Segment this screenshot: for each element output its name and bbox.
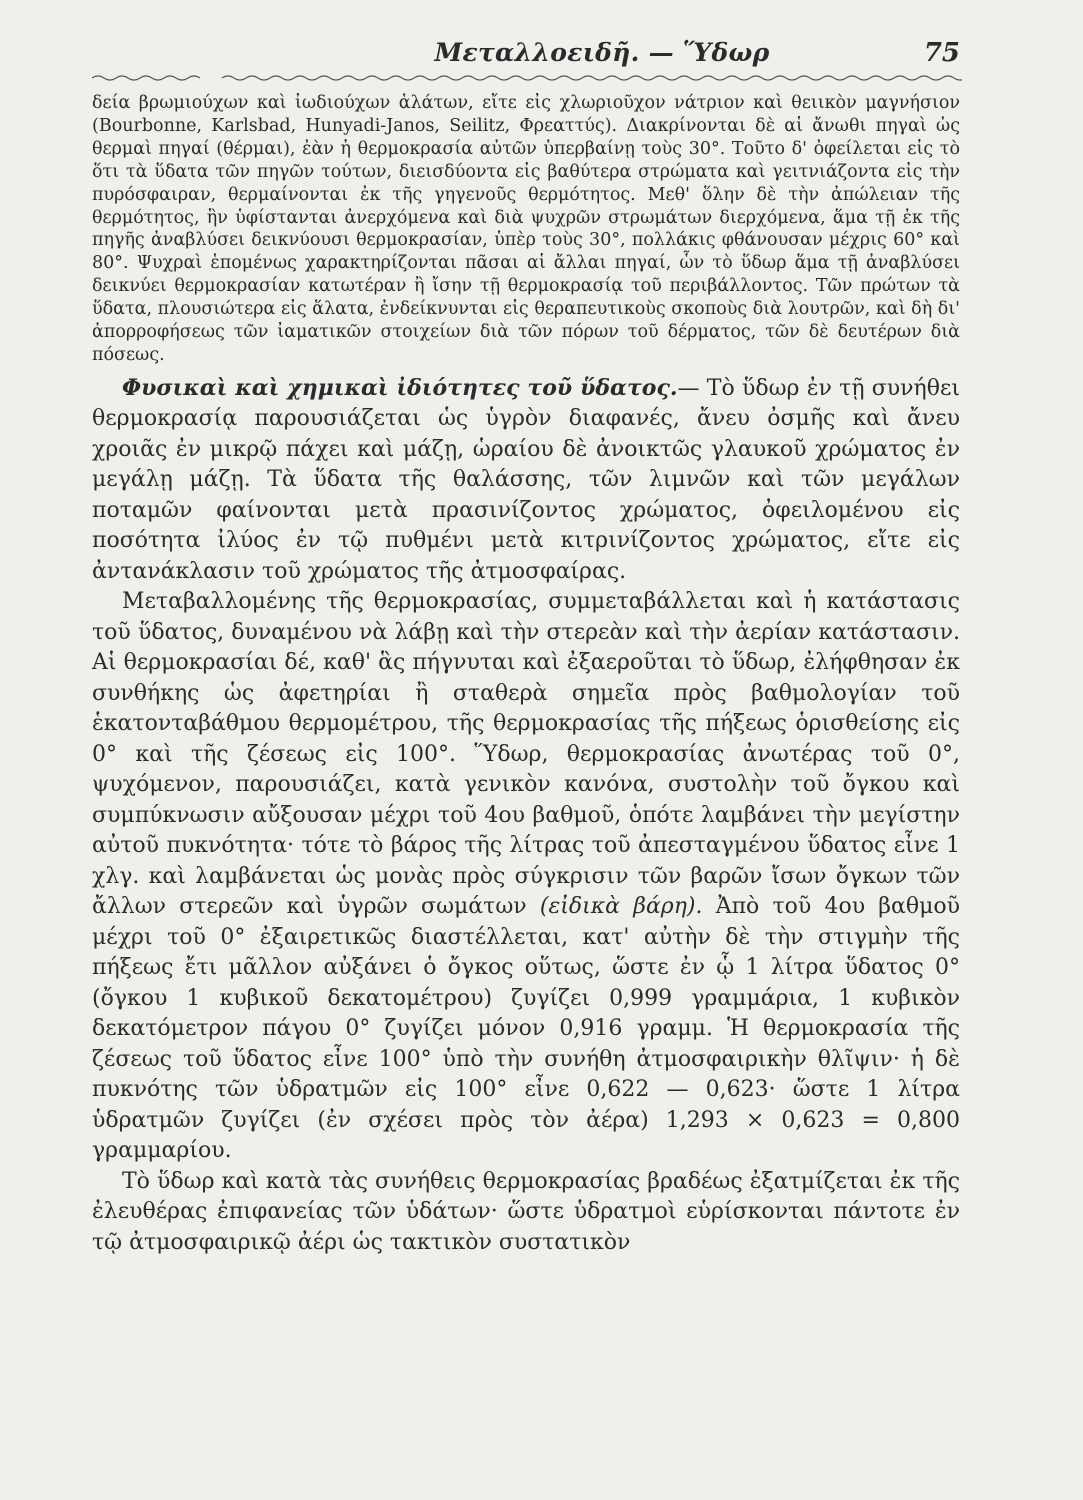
section-heading: Φυσικαὶ καὶ χημικαὶ ἰδιότητες τοῦ ὕδατος. xyxy=(122,374,678,401)
page-body xyxy=(92,92,960,1492)
header-wavy-rule xyxy=(92,74,962,82)
page-header xyxy=(92,38,964,78)
running-title: Μεταλλοειδῆ. — Ὕδωρ xyxy=(434,38,770,67)
paragraph-temperature-italic: (εἰδικὰ βάρη). xyxy=(539,894,703,920)
section-text: — Τὸ ὕδωρ ἐν τῇ συνήθει θερμοκρασίᾳ παρουσιάζεται ὡς ὑγρὸν διαφανές, ἄνευ ὀσμῆς καὶ ἄνευ χροιᾶς ἐν μικρῷ πάχει καὶ μάζῃ, ὡραίου δὲ ἀνοικτῶς γλαυκοῦ χρώματος ἐν μεγάλῃ μάζῃ. Τὰ ὕδατα τῆς θαλάσσης, τῶν λιμνῶν καὶ τῶν μεγάλων ποταμῶν φαίνονται μετὰ πρασινίζοντος χρώματος, ὀφειλομένου εἰς ποσότητα ἰλύος ἐν τῷ πυθμένι μετὰ κιτρινίζοντος χρώματος, εἴτε εἰς ἀντανάκλασιν τοῦ χρώματος τῆς ἀτμοσφαίρας. xyxy=(92,375,960,584)
paragraph-springs: δεία βρωμιούχων καὶ ἰωδιούχων ἁλάτων, εἴτε εἰς χλωριοῦχον νάτριον καὶ θειικὸν μαγνήσιον (Bourbonne, Karlsbad, Hunyadi-Janos, Seilitz, Φρεαττύς). Διακρίνονται δὲ αἱ ἄνωθι πηγαὶ ὡς θερμαὶ πηγαί (θέρμαι), ἐὰν ἡ θερμοκρασία αὐτῶν ὑπερβαίνῃ τοὺς 30°. Τοῦτο δ' ὀφείλεται εἰς τὸ ὅτι τὰ ὕδατα τῶν πηγῶν τούτων, διεισδύοντα εἰς βαθύτερα στρώματα καὶ γειτνιάζοντα εἰς τὴν πυρόσφαιραν, θερμαίνονται ἐκ τῆς γηγενοῦς θερμότητος. Μεθ' ὅλην δὲ τὴν ἀπώλειαν τῆς θερμότητος, ἣν ὑφίστανται ἀνερχόμενα καὶ διὰ ψυχρῶν στρωμάτων διερχόμενα, ἅμα τῇ ἐκ τῆς πηγῆς ἀναβλύσει δεικνύουσι θερμοκρασίαν, ὑπὲρ τοὺς 30°, πολλάκις φθάνουσαν μέχρις 60° καὶ 80°. Ψυχραὶ ἑπομένως χαρακτηρίζονται πᾶσαι αἱ ἄλλαι πηγαί, ὧν τὸ ὕδωρ ἅμα τῇ ἀναβλύσει δεικνύει θερμοκρασίαν κατωτέραν ἢ ἴσην τῇ θερμοκρασίᾳ τοῦ περιβάλλοντος. Τῶν πρώτων τὰ ὕδατα, πλουσιώτερα εἰς ἅλατα, ἐνδείκνυνται εἰς θεραπευτικοὺς σκοποὺς διὰ λουτρῶν, καὶ δὴ δι' ἀπορροφήσεως τῶν ἰαματικῶν στοιχείων διὰ τῶν πόρων τοῦ δέρματος, τῶν δὲ δευτέρων διὰ πόσεως. xyxy=(92,93,960,365)
page-number: 75 xyxy=(923,38,960,68)
paragraph-temperature-text-b: Ἀπὸ τοῦ 4ου βαθμοῦ μέχρι τοῦ 0° ἐξαιρετικῶς διαστέλλεται, κατ' αὐτὴν δὲ τὴν στιγμὴν τῆς πήξεως ἔτι μᾶλλον αὐξάνει ὁ ὄγκος οὕτως, ὥστε ἐν ᾧ 1 λίτρα ὕδατος 0° (ὄγκου 1 κυβικοῦ δεκατομέτρου) ζυγίζει 0,999 γραμμάρια, 1 κυβικὸν δεκατόμετρον πάγου 0° ζυγίζει μόνον 0,916 γραμμ. Ἡ θερμοκρασία τῆς ζέσεως τοῦ ὕδατος εἶνε 100° ὑπὸ τὴν συνήθη ἀτμοσφαιρικὴν θλῖψιν· ἡ δὲ πυκνότης τῶν ὑδρατμῶν εἰς 100° εἶνε 0,622 — 0,623· ὥστε 1 λίτρα ὑδρατμῶν ζυγίζει (ἐν σχέσει πρὸς τὸν ἀέρα) 1,293 × 0,623 = 0,800 γραμμαρίου. xyxy=(92,894,961,1164)
paragraph-temperature-text-a: Μεταβαλλομένης τῆς θερμοκρασίας, συμμεταβάλλεται καὶ ἡ κατάστασις τοῦ ὕδατος, δυναμένου νὰ λάβῃ καὶ τὴν στερεὰν καὶ τὴν ἀερίαν κατάστασιν. Αἱ θερμοκρασίαι δέ, καθ' ἃς πήγνυται καὶ ἐξαεροῦται τὸ ὕδωρ, ἐλήφθησαν ἐκ συνθήκης ὡς ἀφετηρίαι ἢ σταθερὰ σημεῖα πρὸς βαθμολογίαν τοῦ ἑκατονταβάθμου θερμομέτρου, τῆς θερμοκρασίας τῆς πήξεως ὁρισθείσης εἰς 0° καὶ τῆς ζέσεως εἰς 100°. Ὕδωρ, θερμοκρασίας ἀνωτέρας τοῦ 0°, ψυχόμενον, παρουσιάζει, κατὰ γενικὸν κανόνα, συστολὴν τοῦ ὄγκου καὶ συμπύκνωσιν αὔξουσαν μέχρι τοῦ 4ου βαθμοῦ, ὁπότε λαμβάνει τὴν μεγίστην αὐτοῦ πυκνότητα· τότε τὸ βάρος τῆς λίτρας τοῦ ἀπεσταγμένου ὕδατος εἶνε 1 χλγ. καὶ λαμβάνεται ὡς μονὰς πρὸς σύγκρισιν τῶν βαρῶν ἴσων ὄγκων τῶν ἄλλων στερεῶν καὶ ὑγρῶν σωμάτων xyxy=(92,589,960,920)
paragraph-properties xyxy=(92,373,960,588)
paragraph-temperature xyxy=(92,587,960,1167)
paragraph-evaporation: Τὸ ὕδωρ καὶ κατὰ τὰς συνήθεις θερμοκρασίας βραδέως ἐξατμίζεται ἐκ τῆς ἐλευθέρας ἐπιφανείας τῶν ὑδάτων· ὥστε ὑδρατμοὶ εὑρίσκονται πάντοτε ἐν τῷ ἀτμοσφαιρικῷ ἀέρι ὡς τακτικὸν συστατικὸν xyxy=(92,1168,960,1255)
